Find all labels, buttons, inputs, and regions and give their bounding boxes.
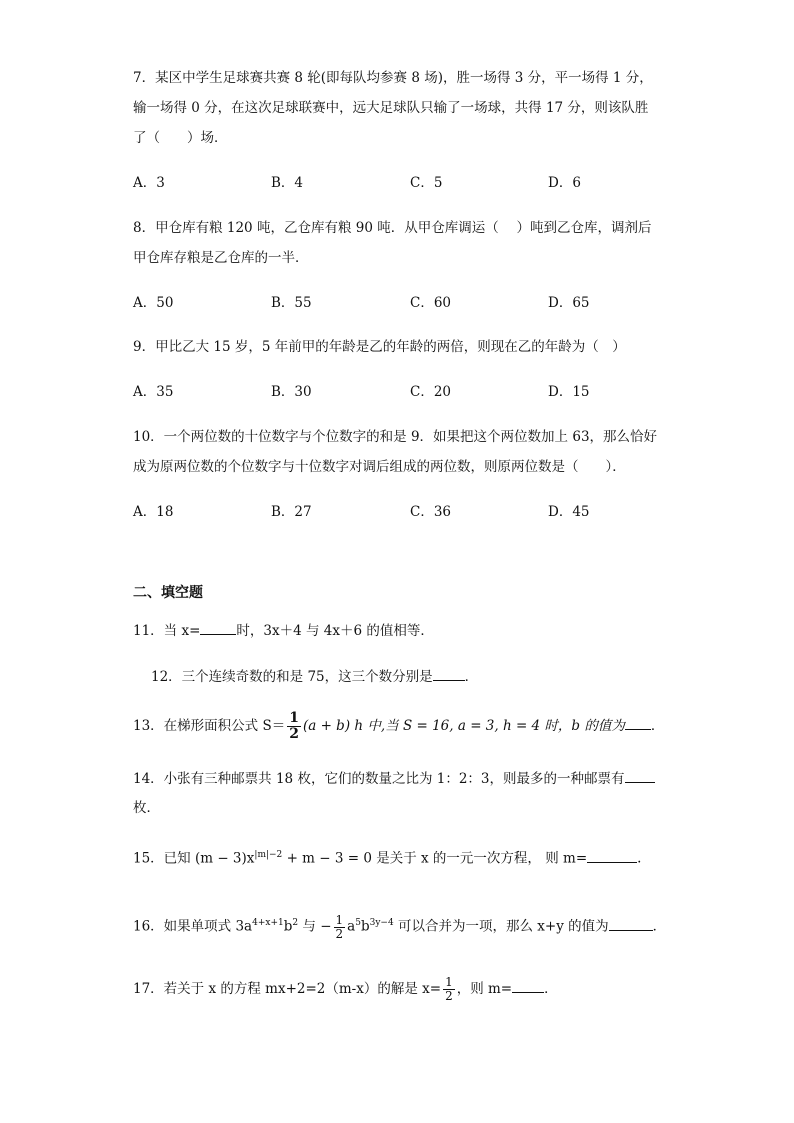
q16-exponent-4: 3y−4	[369, 918, 394, 928]
q7-line2: 输一场得 0 分，在这次足球联赛中，远大足球队只输了一场球，共得 17 分，则该队胜	[133, 100, 649, 116]
q16-fraction	[334, 914, 346, 941]
q16-text-e: b	[360, 918, 370, 935]
q16-fraction-den: 2	[335, 926, 344, 941]
q8-option-d: D．65	[548, 295, 590, 311]
q12	[151, 666, 478, 687]
q15-text-c: .	[637, 850, 642, 867]
q15	[133, 845, 641, 869]
q14	[133, 768, 655, 789]
q17	[133, 972, 558, 1006]
q12-answer-blank[interactable]	[433, 666, 465, 681]
q12-text-a: 12．三个连续奇数的和是 75，这三个数分别是	[151, 669, 433, 685]
q8-option-b: B．55	[271, 295, 312, 311]
q10-option-a: A．18	[133, 504, 174, 520]
q17-text-c: ．	[544, 981, 558, 997]
q13-fraction-den: 2	[289, 726, 299, 742]
q15-exponent: |m|−2	[254, 850, 283, 860]
q7-line3: 了（ ）场．	[133, 130, 228, 146]
q7-option-b: B．4	[271, 175, 304, 191]
q16-exponent-3: 5	[355, 918, 361, 928]
q16-text-f: 可以合并为一项，那么 x+y 的值为	[393, 918, 609, 935]
section-title: 二、填空题	[133, 585, 203, 601]
q14-text-a: 14．小张有三种邮票共 18 枚，它们的数量之比为 1：2：3，则最多的一种邮票有	[133, 771, 625, 787]
q13-fraction-num: 1	[289, 710, 299, 726]
q9-option-d: D．15	[548, 384, 590, 400]
q9-option-a: A．35	[133, 384, 174, 400]
q7-option-d: D．6	[548, 175, 581, 191]
q9-option-c: C．20	[410, 384, 452, 400]
q10-option-c: C．36	[410, 504, 452, 520]
q17-fraction-num: 1	[445, 975, 453, 989]
q11-text-a: 11．当 x=	[133, 623, 201, 639]
q7-line1: 7．某区中学生足球赛共赛 8 轮(即每队均参赛 8 场)，胜一场得 3 分，平一场得 1 分，	[133, 70, 653, 86]
q13-text-c: ．	[650, 718, 665, 734]
q16-answer-blank[interactable]	[609, 916, 653, 931]
q7-option-a: A．3	[133, 175, 165, 191]
q13-text-b: (a + b) h 中,当 S = 16, a = 3, h = 4 时，b 的值为	[302, 718, 625, 734]
q15-text-b: + m − 3 = 0 是关于 x 的一元一次方程， 则 m=	[282, 850, 588, 867]
q16-text-g: ．	[652, 918, 667, 935]
q17-fraction-den: 2	[445, 989, 453, 1003]
q13-text-a: 13．在梯形面积公式 S＝	[133, 718, 286, 734]
q11	[133, 620, 434, 641]
q14-line2: 枚．	[133, 800, 160, 816]
q17-text-b: ，则 m=	[456, 981, 513, 997]
q15-answer-blank[interactable]	[587, 848, 637, 863]
q17-answer-blank[interactable]	[512, 978, 544, 993]
q12-text-b: ．	[464, 669, 479, 685]
q16-exponent-1: 4+x+1	[252, 918, 284, 928]
q13-answer-blank[interactable]	[625, 715, 651, 730]
q16-text-b: b	[283, 918, 293, 935]
q13	[133, 709, 664, 743]
q17-text-a: 17．若关于 x 的方程 mx+2=2（m-x）的解是 x=	[133, 981, 442, 997]
q9-line1: 9．甲比乙大 15 岁，5 年前甲的年龄是乙的年龄的两倍，则现在乙的年龄为（ ）	[133, 339, 626, 355]
q13-fraction	[287, 711, 301, 742]
q15-text-a: 15．已知 (m − 3)x	[133, 850, 255, 867]
q16-fraction-num: 1	[335, 912, 344, 927]
q16-text-d: a	[347, 918, 356, 935]
q7-option-c: C．5	[410, 175, 443, 191]
q11-text-b: 时，3x＋4 与 4x＋6 的值相等．	[236, 623, 434, 639]
q14-answer-blank[interactable]	[625, 768, 655, 783]
q8-line1: 8．甲仓库有粮 120 吨，乙仓库有粮 90 吨．从甲仓库调运（ ）吨到乙仓库，调剂后	[133, 220, 652, 236]
q10-option-d: D．45	[548, 504, 590, 520]
q16-text-a: 16．如果单项式 3a	[133, 918, 253, 935]
q16	[133, 906, 666, 944]
q8-option-c: C．60	[410, 295, 452, 311]
q16-text-c: 与 −	[298, 918, 332, 935]
q17-fraction	[443, 976, 455, 1003]
q9-option-b: B．30	[271, 384, 312, 400]
q10-option-b: B．27	[271, 504, 312, 520]
q8-line2: 甲仓库存粮是乙仓库的一半．	[133, 250, 309, 266]
q11-answer-blank[interactable]	[200, 620, 236, 635]
q10-line2: 成为原两位数的个位数字与十位数字对调后组成的两位数，则原两位数是（ ）．	[133, 459, 626, 475]
q10-line1: 10．一个两位数的十位数字与个位数字的和是 9．如果把这个两位数加上 63，那么恰好	[133, 429, 658, 445]
q8-option-a: A．50	[133, 295, 174, 311]
q16-exponent-2: 2	[292, 918, 299, 928]
